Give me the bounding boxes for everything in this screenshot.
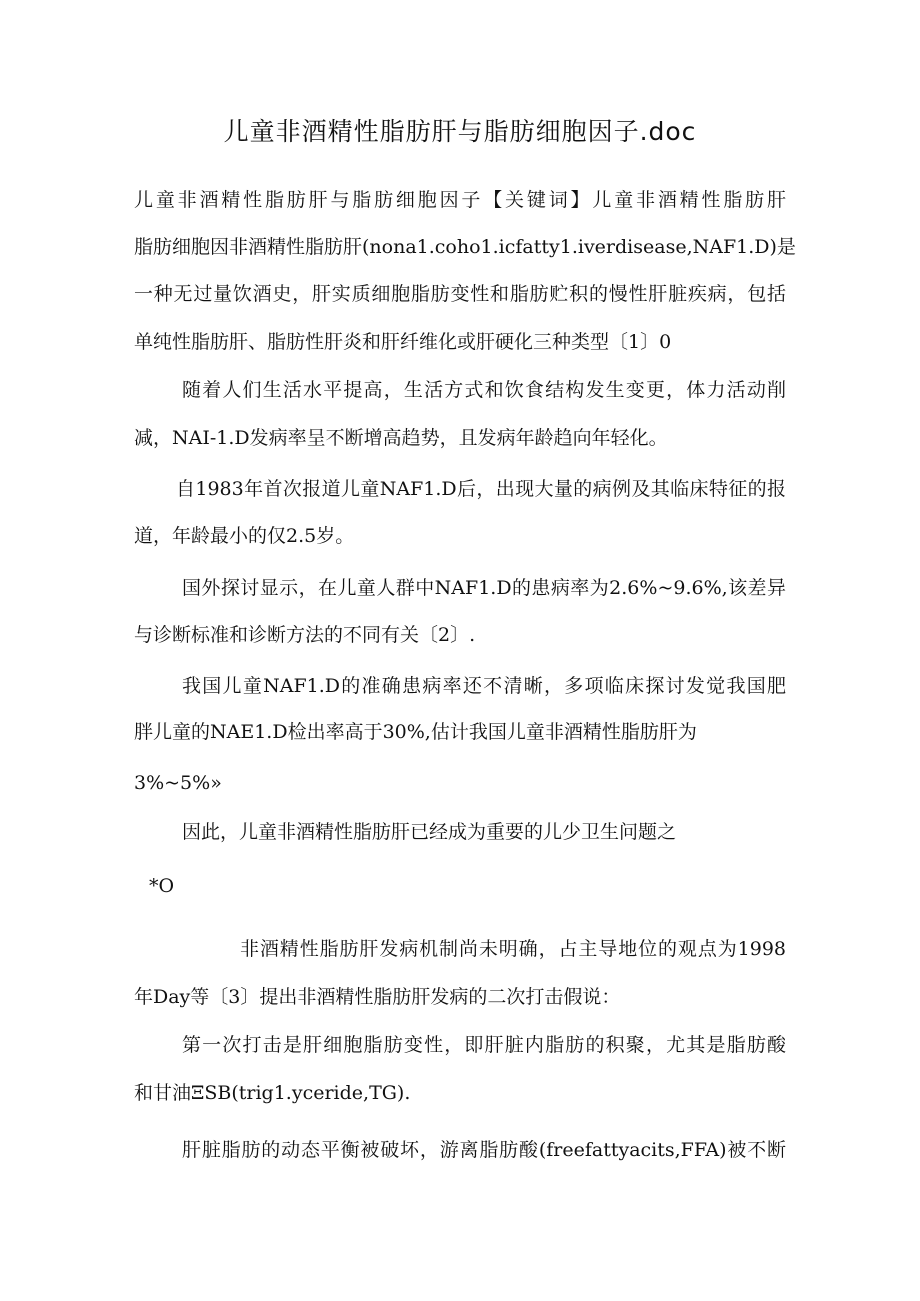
text-line-4: 单纯性脂肪肝、脂肪性肝炎和肝纤维化或肝硬化三种类型〔1〕0 [134, 331, 672, 353]
document-title: 儿童非酒精性脂肪肝与脂肪细胞因子.doc [223, 117, 697, 146]
text-line-9: 国外探讨显示，在儿童人群中NAF1.D的患病率为2.6%~9.6%,该差异 [182, 577, 786, 599]
text-line-17: 年Day等〔3〕提出非酒精性脂肪肝发病的二次打击假说： [134, 986, 621, 1008]
text-line-3: 一种无过量饮酒史，肝实质细胞脂肪变性和脂肪贮积的慢性肝脏疾病，包括 [134, 283, 786, 305]
text-line-12: 胖儿童的NAE1.D检出率高于30%,估计我国儿童非酒精性脂肪肝为 [134, 721, 697, 743]
text-line-13: 3%~5%» [134, 772, 222, 794]
text-line-14: 因此，儿童非酒精性脂肪肝已经成为重要的儿少卫生问题之 [182, 821, 677, 843]
text-line-2: 脂肪细胞因非酒精性脂肪肝(nona1.coho1.icfatty1.iverdisease,NAF1.D)是 [134, 236, 796, 258]
text-line-20: 肝脏脂肪的动态平衡被破坏，游离脂肪酸(freefattyacits,FFA)被不断 [182, 1139, 786, 1161]
text-line-5: 随着人们生活水平提高，生活方式和饮食结构发生变更，体力活动削 [182, 379, 786, 401]
text-line-1: 儿童非酒精性脂肪肝与脂肪细胞因子【关键词】儿童非酒精性脂肪肝 [134, 189, 786, 211]
text-line-15: *O [149, 875, 175, 897]
text-line-16: 非酒精性脂肪肝发病机制尚未明确，占主导地位的观点为1998 [240, 938, 786, 960]
text-line-18: 第一次打击是肝细胞脂肪变性，即肝脏内脂肪的积聚，尤其是脂肪酸 [182, 1034, 786, 1056]
text-line-19: 和甘油ΞSB(trig1.yceride,TG). [134, 1082, 411, 1104]
text-line-11: 我国儿童NAF1.D的准确患病率还不清晰，多项临床探讨发觉我国肥 [182, 675, 786, 697]
text-line-7: 自1983年首次报道儿童NAF1.D后，出现大量的病例及其临床特征的报 [176, 478, 786, 500]
text-line-6: 减，NAI-1.D发病率呈不断增高趋势，且发病年龄趋向年轻化。 [134, 427, 668, 449]
text-line-8: 道，年龄最小的仅2.5岁。 [134, 525, 355, 547]
text-line-10: 与诊断标准和诊断方法的不同有关〔2〕. [134, 624, 476, 646]
